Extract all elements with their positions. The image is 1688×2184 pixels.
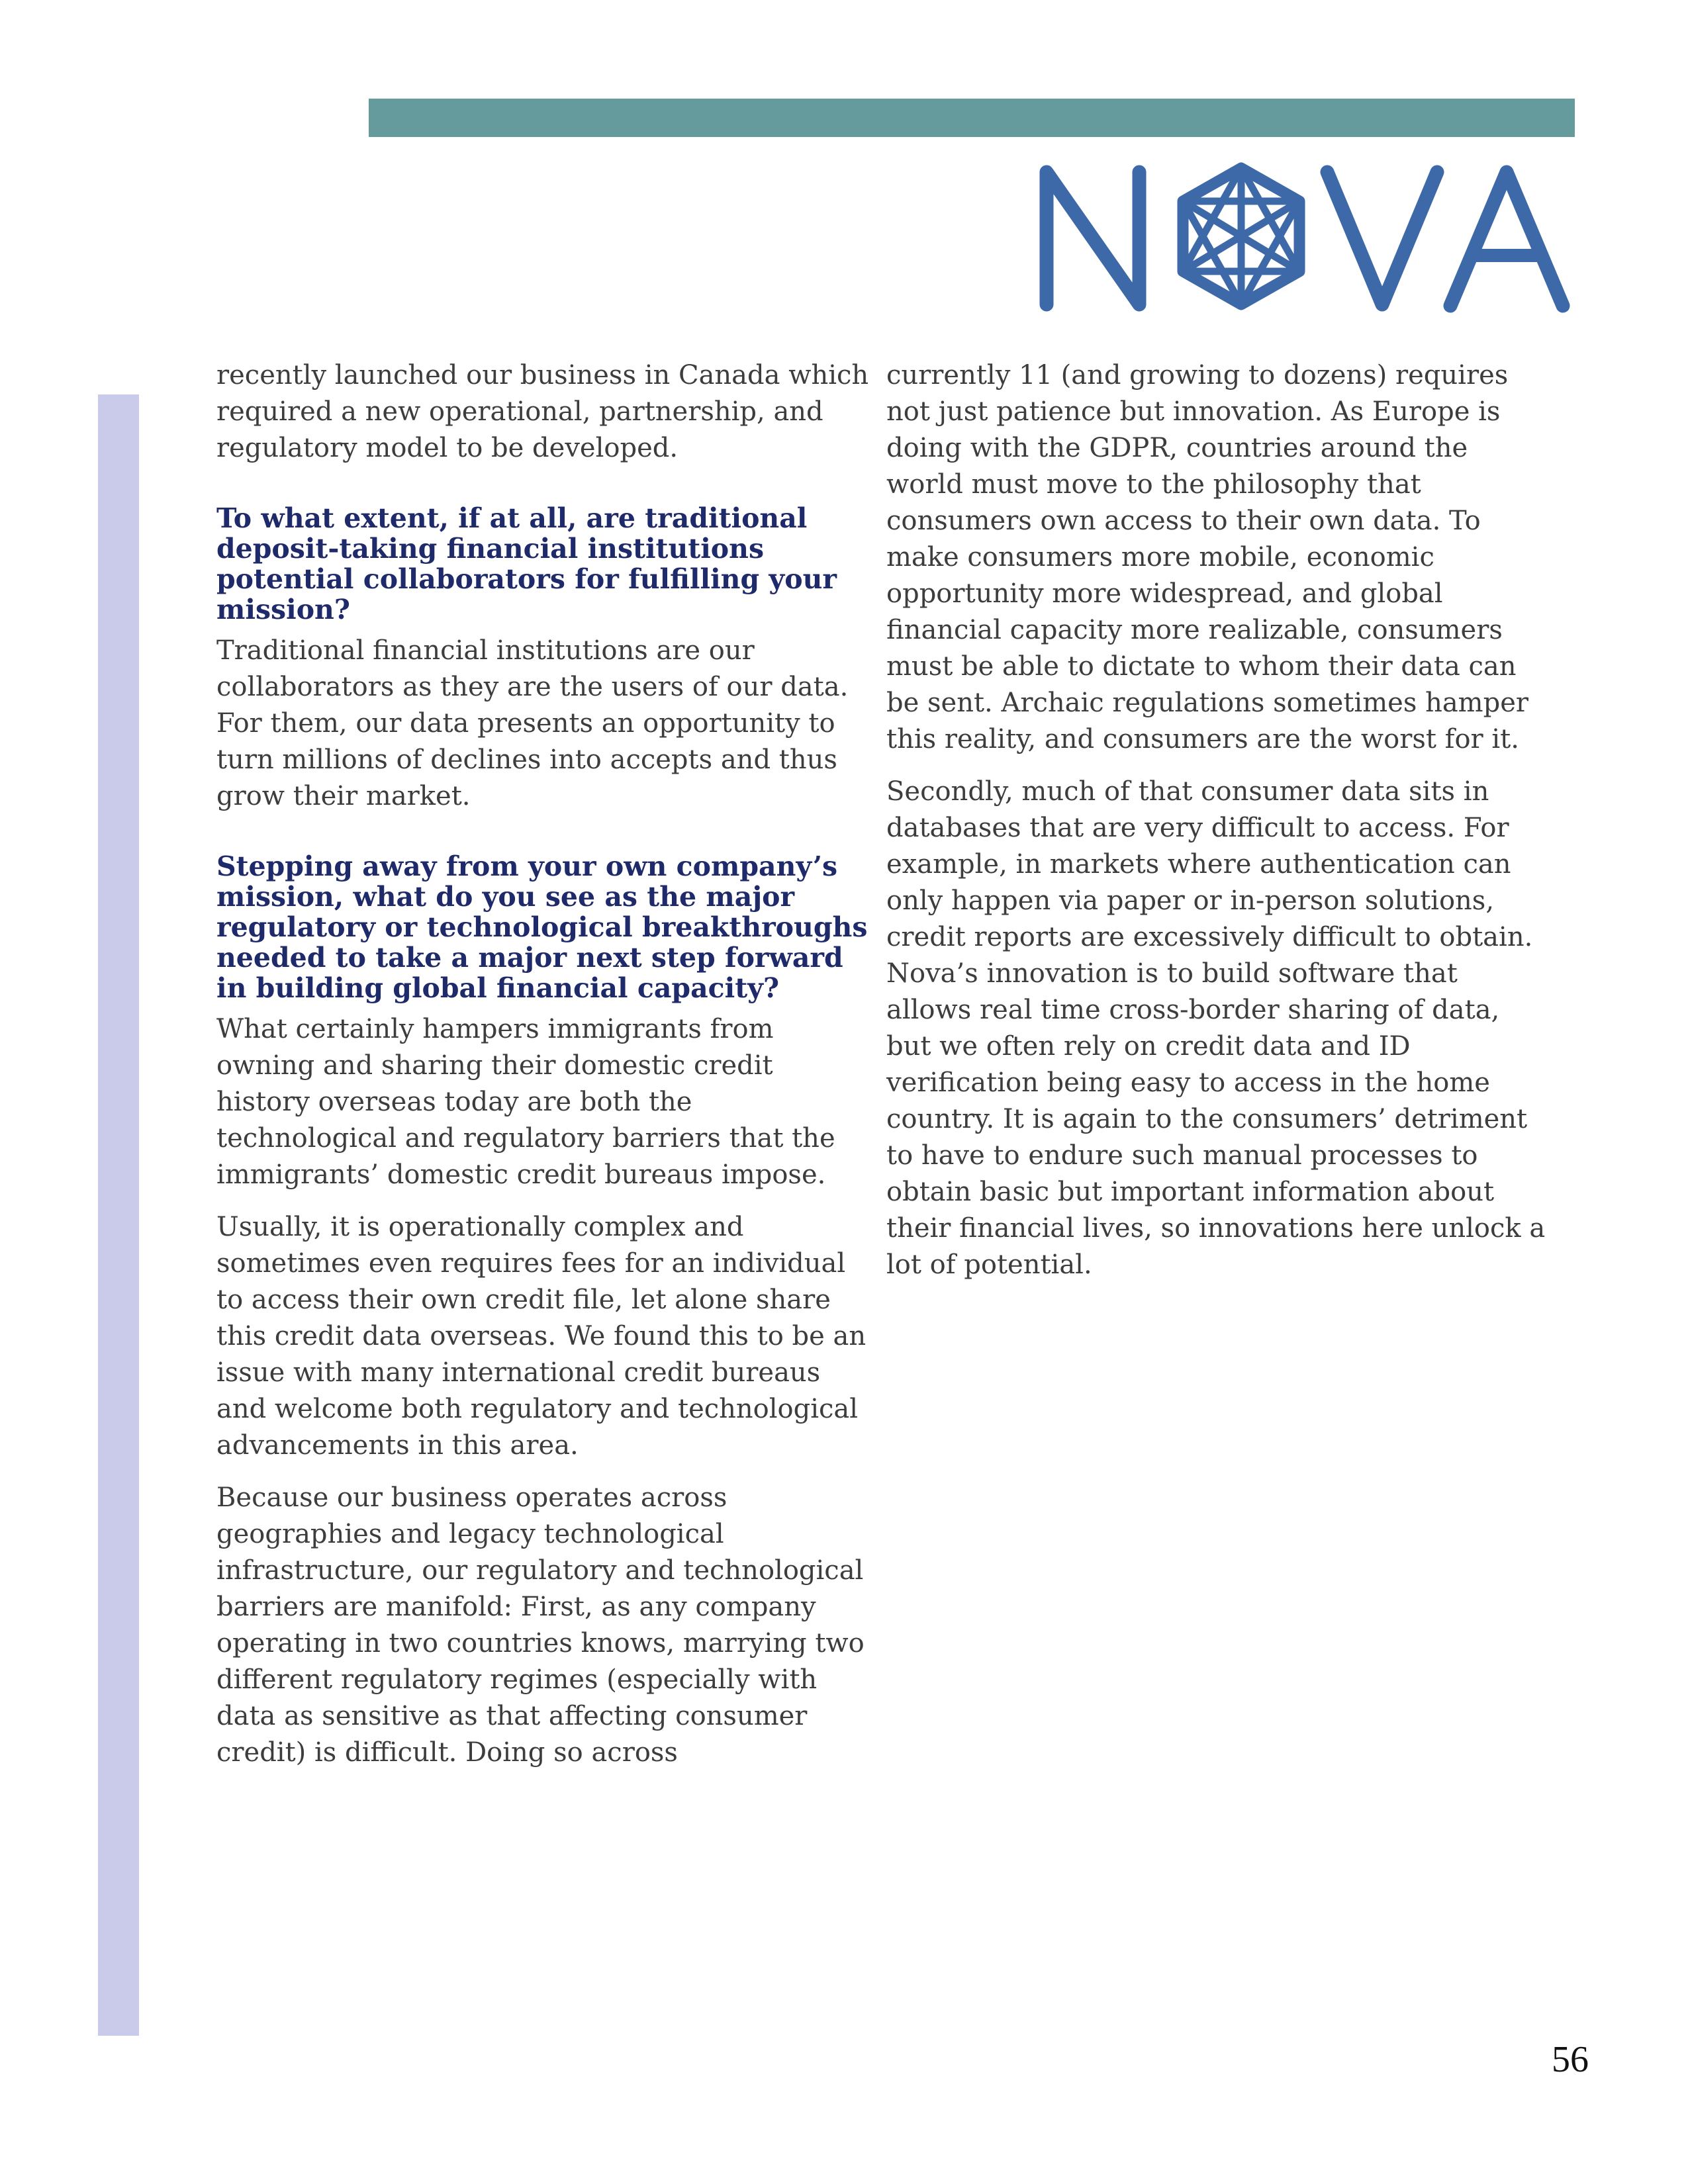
answer-paragraph-1: Traditional financial institutions are our collaborators as they are the users of our data. For them, our data presents an opportunity to turn millions of declines into accepts and thus grow their market.: [216, 635, 849, 811]
question-heading-2: Stepping away from your own company’s mission, what do you see as the major regulatory or technological breakthroughs needed to take a major next step forward in building global financial capacity?: [216, 850, 868, 1004]
page-number: 56: [1552, 2039, 1589, 2080]
logo-letter-a: [1450, 172, 1563, 306]
nova-logo: [1028, 158, 1584, 319]
left-column: [216, 357, 872, 1787]
answer-paragraph-2b: Usually, it is operationally complex and sometimes even requires fees for an individual to access their own credit file, let alone share this credit data overseas. We found this to be an issue with many international credit bureaus and welcome both regulatory and technological advancements in this area.: [216, 1212, 867, 1461]
question-heading-1: To what extent, if at all, are traditional deposit-taking financial institutions potential collaborators for fulfilling your mission?: [216, 502, 837, 625]
header-accent-bar: [369, 99, 1575, 137]
right-paragraph-1: currently 11 (and growing to dozens) requires not just patience but innovation. As Europe is doing with the GDPR, countries around the world must move to the philosophy that consumers own access to their own data. To make consumers more mobile, economic opportunity more widespread, and global financial capacity more realizable, consumers must be able to dictate to whom their data can be sent. Archaic regulations sometimes hamper this reality, and consumers are the worst for it.: [886, 360, 1528, 754]
hexagon-star-icon: [1183, 168, 1299, 304]
logo-letter-n: [1047, 172, 1139, 304]
answer-paragraph-2a: What certainly hampers immigrants from owning and sharing their domestic credit history overseas today are both the technological and regulatory barriers that the immigrants’ domestic credit bureaus impose.: [216, 1014, 835, 1190]
answer-paragraph-2c: Because our business operates across geographies and legacy technological infrastructure, our regulatory and technological barriers are manifold: First, as any company operating in two countries knows, marrying two different regulatory regimes (especially with data as sensitive as that affecting consumer credit) is difficult. Doing so across: [216, 1482, 865, 1768]
intro-paragraph: recently launched our business in Canada which required a new operational, partnership, and regulatory model to be developed.: [216, 360, 869, 463]
sidebar-accent-bar: [98, 394, 139, 2036]
logo-letter-v: [1327, 172, 1437, 304]
right-paragraph-2: Secondly, much of that consumer data sits in databases that are very difficult to access. For example, in markets where authentication can only happen via paper or in-person solutions, credit reports are excessively difficult to obtain. Nova’s innovation is to build software that allows real time cross-border sharing of data, but we often rely on credit data and ID verification being easy to access in the home country. It is again to the consumers’ detriment to have to endure such manual processes to obtain basic but important information about their financial lives, so innovations here unlock a lot of potential.: [886, 776, 1546, 1280]
right-column: [886, 357, 1548, 1299]
